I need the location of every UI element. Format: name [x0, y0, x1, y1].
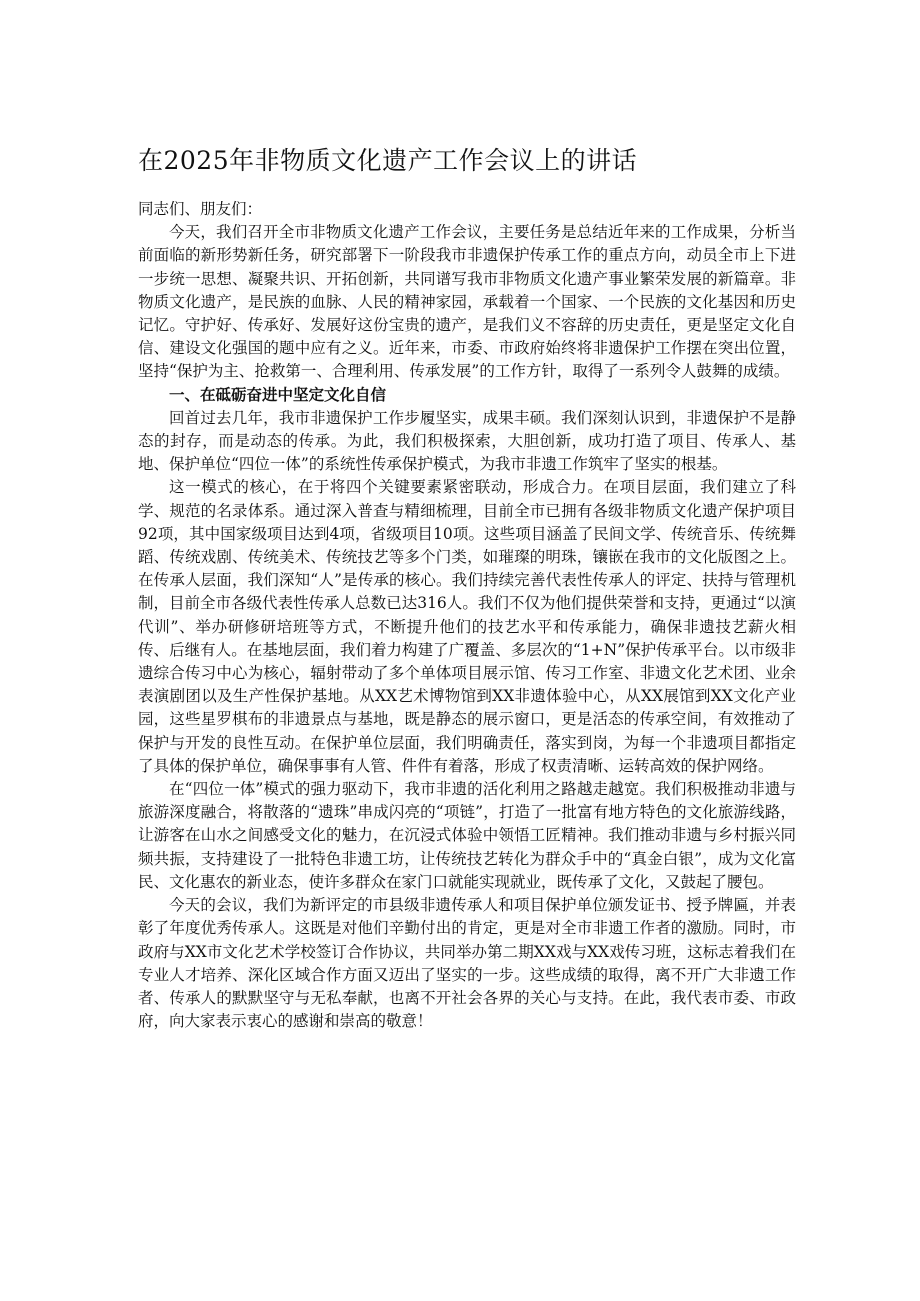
section-heading: 一、在砥砺奋进中坚定文化自信	[169, 385, 387, 404]
document-body	[138, 198, 796, 1033]
document-title: 在2025年非物质文化遗产工作会议上的讲话	[138, 146, 638, 175]
greeting: 同志们、朋友们：	[138, 200, 263, 218]
body-paragraph: 这一模式的核心，在于将四个关键要素紧密联动，形成合力。在项目层面，我们建立了科学、规范的名录体系。通过深入普查与精细梳理，目前全市已拥有各级非物质文化遗产保护项目92项，其中国家级项目达到4项，省级项目10项。这些项目涵盖了民间文学、传统音乐、传统舞蹈、传统戏剧、传统美术、传统技艺等多个门类，如璀璨的明珠，镶嵌在我市的文化版图之上。在传承人层面，我们深知“人”是传承的核心。我们持续完善代表性传承人的评定、扶持与管理机制，目前全市各级代表性传承人总数已达316人。我们不仅为他们提供荣誉和支持，更通过“以演代训”、举办研修研培班等方式，不断提升他们的技艺水平和传承能力，确保非遗技艺薪火相传、后继有人。在基地层面，我们着力构建了广覆盖、多层次的“1+N”保护传承平台。以市级非遗综合传习中心为核心，辐射带动了多个单体项目展示馆、传习工作室、非遗文化艺术团、业余表演剧团以及生产性保护基地。从XX艺术博物馆到XX非遗体验中心，从XX展馆到XX文化产业园，这些星罗棋布的非遗景点与基地，既是静态的展示窗口，更是活态的传承空间，有效推动了保护与开发的良性互动。在保护单位层面，我们明确责任，落实到岗，为每一个非遗项目都指定了具体的保护单位，确保事事有人管、件件有着落，形成了权责清晰、运转高效的保护网络。	[138, 478, 796, 775]
body-paragraph: 回首过去几年，我市非遗保护工作步履坚实，成果丰硕。我们深刻认识到，非遗保护不是静态的封存，而是动态的传承。为此，我们积极探索，大胆创新，成功打造了项目、传承人、基地、保护单位“四位一体”的系统性传承保护模式，为我市非遗工作筑牢了坚实的根基。	[138, 408, 796, 474]
intro-paragraph: 今天，我们召开全市非物质文化遗产工作会议，主要任务是总结近年来的工作成果，分析当前面临的新形势新任务，研究部署下一阶段我市非遗保护传承工作的重点方向，动员全市上下进一步统一思想、凝聚共识、开拓创新，共同谱写我市非物质文化遗产事业繁荣发展的新篇章。非物质文化遗产，是民族的血脉、人民的精神家园，承载着一个国家、一个民族的文化基因和历史记忆。守护好、传承好、发展好这份宝贵的遗产，是我们义不容辞的历史责任，更是坚定文化自信、建设文化强国的题中应有之义。近年来，市委、市政府始终将非遗保护工作摆在突出位置，坚持“保护为主、抢救第一、合理利用、传承发展”的工作方针，取得了一系列令人鼓舞的成绩。	[138, 223, 796, 381]
body-paragraph: 在“四位一体”模式的强力驱动下，我市非遗的活化利用之路越走越宽。我们积极推动非遗与旅游深度融合，将散落的“遗珠”串成闪亮的“项链”，打造了一批富有地方特色的文化旅游线路，让游客在山水之间感受文化的魅力，在沉浸式体验中领悟工匠精神。我们推动非遗与乡村振兴同频共振，支持建设了一批特色非遗工坊，让传统技艺转化为群众手中的“真金白银”，成为文化富民、文化惠农的新业态，使许多群众在家门口就能实现就业，既传承了文化，又鼓起了腰包。	[138, 780, 796, 891]
body-paragraph: 今天的会议，我们为新评定的市县级非遗传承人和项目保护单位颁发证书、授予牌匾，并表彰了年度优秀传承人。这既是对他们辛勤付出的肯定，更是对全市非遗工作者的激励。同时，市政府与XX市文化艺术学校签订合作协议，共同举办第二期XX戏与XX戏传习班，这标志着我们在专业人才培养、深化区域合作方面又迈出了坚实的一步。这些成绩的取得，离不开广大非遗工作者、传承人的默默坚守与无私奉献，也离不开社会各界的关心与支持。在此，我代表市委、市政府，向大家表示衷心的感谢和崇高的敬意！	[138, 896, 796, 1031]
